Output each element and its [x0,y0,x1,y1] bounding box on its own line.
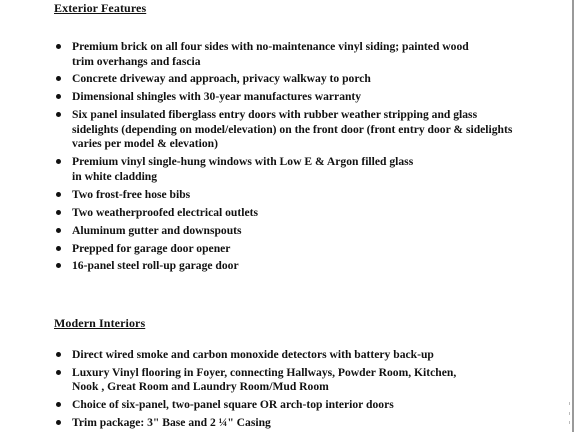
bullet-icon [56,210,61,215]
list-item [54,108,554,152]
list-item-text: Trim package: 3" Base and 2 ¼" Casing [72,416,271,430]
bullet-icon [56,94,61,99]
list-item [54,398,554,413]
bullet-icon [56,159,61,164]
bullet-icon [56,112,61,117]
list-item-text: Six panel insulated fiberglass entry doors with rubber weather stripping and glass sidelights (depending on model/elevation) on the front door (front entry door & sidelights varies per model & elevation) [72,108,513,151]
list-item [54,224,554,239]
list-item-text: Two weatherproofed electrical outlets [72,205,258,219]
list-item-text: Choice of six-panel, two-panel square OR arch-top interior doors [72,398,394,412]
list-item [54,155,554,184]
bullet-icon [56,76,61,81]
scan-speck [569,402,570,405]
exterior-features-heading: Exterior Features [54,1,147,15]
page-edge-rule [572,0,574,432]
list-item [54,206,554,221]
list-item [54,259,554,274]
bullet-icon [56,192,61,197]
list-item-text: Premium brick on all four sides with no-maintenance vinyl siding; painted wood trim overhangs and fascia [72,40,469,68]
list-item-text: Direct wired smoke and carbon monoxide detectors with battery back-up [72,348,434,361]
bullet-icon [56,263,61,268]
list-item-text: 16-panel steel roll-up garage door [72,259,239,273]
list-item-text: Concrete driveway and approach, privacy walkway to porch [72,72,371,86]
bullet-icon [56,402,61,407]
exterior-features-list [54,40,554,277]
list-item [54,242,554,257]
list-item [54,72,554,87]
modern-interiors-heading: Modern Interiors [54,316,146,330]
bullet-icon [56,420,61,425]
bullet-icon [56,370,61,375]
list-item-text: Aluminum gutter and downspouts [72,223,242,237]
list-item [54,90,554,105]
list-item [54,416,554,431]
scan-speck [569,412,570,415]
list-item-text: Two frost-free hose bibs [72,187,191,201]
list-item [54,40,554,69]
list-item [54,366,554,395]
list-item-text: Prepped for garage door opener [72,241,231,255]
bullet-icon [56,246,61,251]
bullet-icon [56,44,61,49]
scan-speck [569,421,570,424]
list-item-text: Premium vinyl single-hung windows with Low E & Argon filled glass in white cladding [72,155,414,183]
list-item [54,348,554,363]
bullet-icon [56,228,61,233]
list-item-text: Dimensional shingles with 30-year manufactures warranty [72,90,362,104]
modern-interiors-list [54,348,554,432]
bullet-icon [56,352,61,357]
list-item-text: Luxury Vinyl flooring in Foyer, connecting Hallways, Powder Room, Kitchen, Nook , Great Room and Laundry Room/Mud Room [72,365,457,394]
list-item [54,188,554,203]
